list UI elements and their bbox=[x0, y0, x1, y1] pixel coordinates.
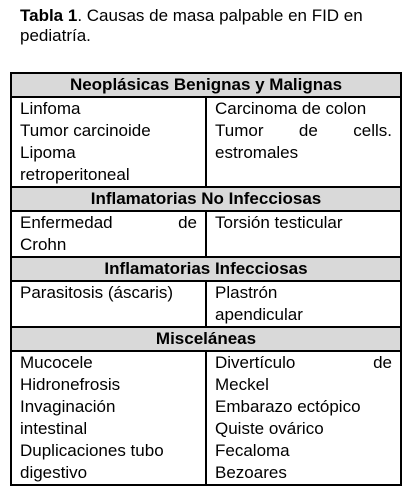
cell-line: Invaginación bbox=[20, 397, 116, 416]
infecciosas-left-cell bbox=[11, 281, 206, 327]
cell-line: retroperitoneal bbox=[20, 165, 130, 184]
cell-line: Linfoma bbox=[20, 99, 81, 118]
word: Tumor bbox=[215, 121, 264, 140]
cell-line-justified bbox=[20, 212, 197, 234]
word: Divertículo bbox=[215, 353, 296, 372]
cell-line: Torsión testicular bbox=[215, 213, 343, 232]
cell-line: Crohn bbox=[20, 235, 67, 254]
cell-line: Bezoares bbox=[215, 463, 287, 482]
no-infecciosas-right-cell bbox=[206, 211, 401, 257]
section-header-inflamatorias-infecciosas: Inflamatorias Infecciosas bbox=[11, 257, 401, 281]
cell-line: digestivo bbox=[20, 463, 88, 482]
cell-line: Lipoma bbox=[20, 143, 76, 162]
cell-line: Tumor carcinoide bbox=[20, 121, 151, 140]
no-infecciosas-left-cell bbox=[11, 211, 206, 257]
cell-line: Mucocele bbox=[20, 353, 93, 372]
cell-line: Carcinoma de colon bbox=[215, 99, 367, 118]
caption-text: . Causas de masa palpable en FID en pediatría. bbox=[20, 6, 363, 45]
cell-line-justified bbox=[215, 352, 392, 374]
word: Enfermedad bbox=[20, 213, 113, 232]
neoplasicas-left-cell bbox=[11, 97, 206, 187]
cell-line: estromales bbox=[215, 143, 299, 162]
section-header-inflamatorias-no-infecciosas: Inflamatorias No Infecciosas bbox=[11, 187, 401, 211]
word: cells. bbox=[353, 121, 392, 140]
miscelaneas-left-cell bbox=[11, 351, 206, 485]
cell-line-justified bbox=[215, 120, 392, 142]
causes-table bbox=[10, 72, 402, 486]
word: de bbox=[298, 121, 318, 140]
cell-line: Fecaloma bbox=[215, 441, 290, 460]
caption-label: Tabla 1 bbox=[20, 6, 78, 25]
cell-line: Duplicaciones tubo bbox=[20, 441, 164, 460]
cell-line: Hidronefrosis bbox=[20, 375, 121, 394]
neoplasicas-right-cell bbox=[206, 97, 401, 187]
section-header-neoplasicas: Neoplásicas Benignas y Malignas bbox=[11, 73, 401, 97]
word: de bbox=[178, 213, 197, 232]
cell-line: Quiste ovárico bbox=[215, 419, 324, 438]
table-caption bbox=[20, 6, 400, 46]
cell-line: Embarazo ectópico bbox=[215, 397, 361, 416]
cell-line: intestinal bbox=[20, 419, 88, 438]
miscelaneas-right-cell bbox=[206, 351, 401, 485]
section-header-miscelaneas: Misceláneas bbox=[11, 327, 401, 351]
word: de bbox=[373, 353, 392, 372]
infecciosas-right-cell bbox=[206, 281, 401, 327]
cell-line: Meckel bbox=[215, 375, 269, 394]
cell-line: Plastrón bbox=[215, 283, 278, 302]
cell-line: apendicular bbox=[215, 305, 303, 324]
cell-line: Parasitosis (áscaris) bbox=[20, 283, 174, 302]
